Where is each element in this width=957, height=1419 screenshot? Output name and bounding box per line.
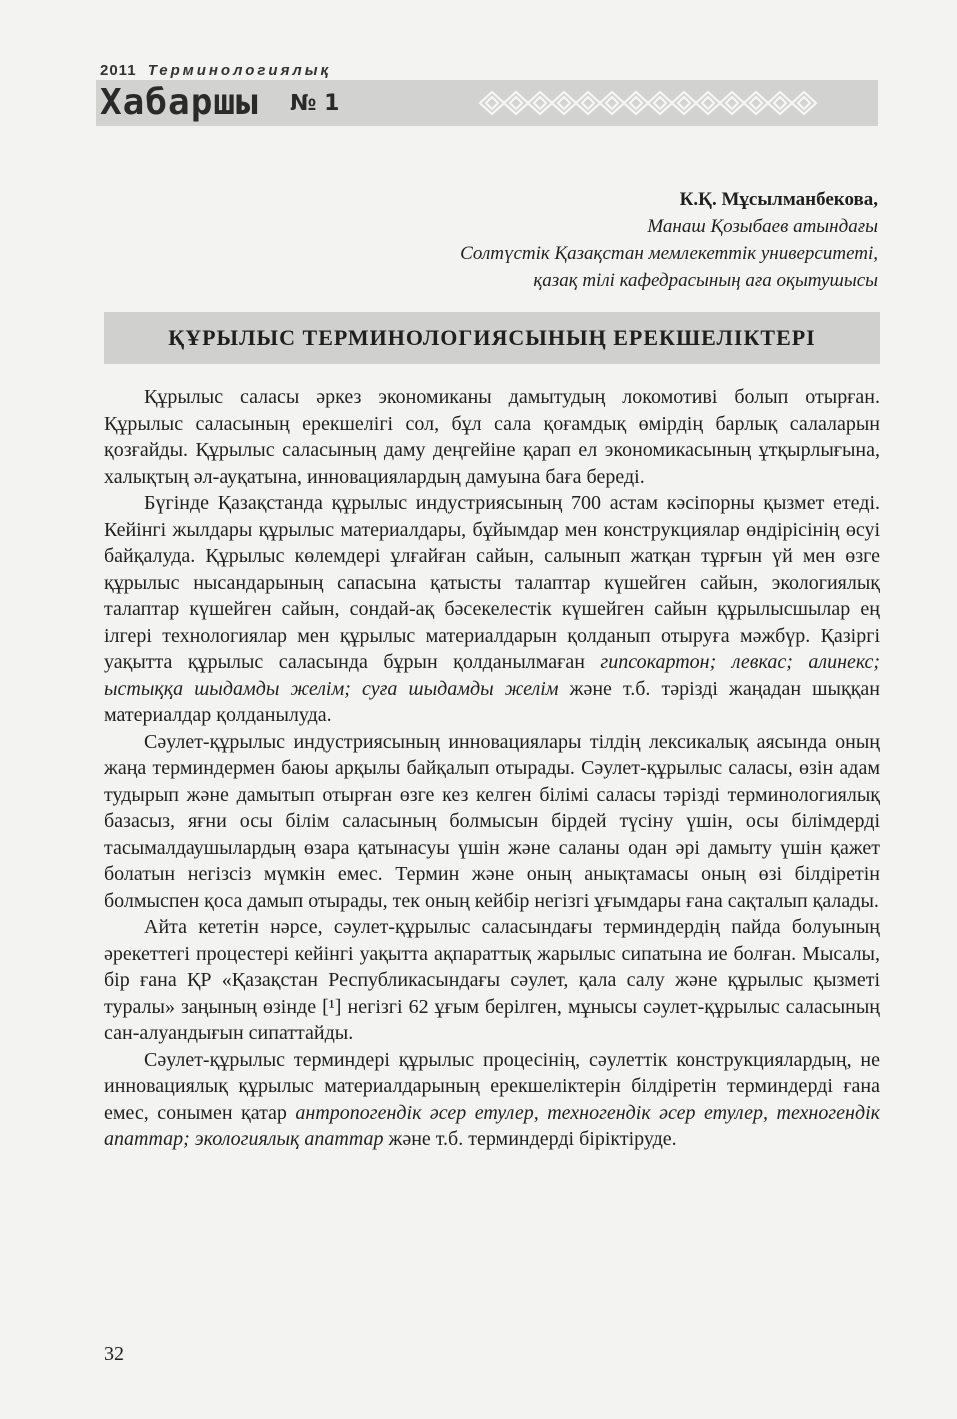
paragraph-5-text-b: және т.б. терминдерді біріктіруде. <box>383 1128 677 1150</box>
paragraph-2 <box>104 490 880 729</box>
paragraph-1: Құрылыс саласы әркез экономиканы дамытудың локомотиві болып отырған. Құрылыс саласының ерекшелігі сол, бұл сала қоғамдық өмірдің барлық салаларын қозғайды. Құрылыс саласының даму деңгейіне қарап ел экономикасының ұтқырлығына, халықтың әл-ауқатына, инновациялардың дамуына баға береді. <box>104 386 880 488</box>
page-number: 32 <box>104 1343 124 1365</box>
author-name: К.Қ. Мұсылманбекова, <box>679 189 878 210</box>
paragraph-2-text-b: және т.б. тәрізді жаңадан шыққан материалдар қолданылуда. <box>104 677 881 726</box>
paragraph-4: Айта кететін нәрсе, сәулет-құрылыс саласындағы терминдердің пайда болуының әрекеттегі процестері кейінгі уақытта ақпараттық жарылыс сипатына ие болған. Мысалы, бір ғана ҚР «Қазақстан Республикасындағы сәулет, қала салу және құрылыс қызметі туралы» заңының өзінде [¹] негізгі 62 ұғым берілген, мұнысы сәулет-құрылыс саласының сан-алуандығын сипаттайды. <box>104 916 880 1044</box>
header-journal-line: Терминологиялық <box>147 62 332 79</box>
header-year: 2011 <box>100 62 137 79</box>
author-block <box>460 186 878 294</box>
paragraph-3: Сәулет-құрылыс индустриясының инновациялары тілдің лексикалық аясында оның жаңа терминдермен баюы арқылы байқалып отырады. Сәулет-құрылыс саласы, өзін адам тудырып және дамытып отырған өзге кез келген білімі саласы тәрізді терминологиялық базасыз, яғни осы білім саласының болмысын бірдей түсіну үшін, осы білімдерді тасымалдаушылардың өзара қатынасуы үшін және саланы одан әрі дамыту үшін қажет болатын негізсіз мүмкін емес. Термин және оның анықтамасы оның өзі білдіретін болмыспен қоса дамып отырады, тек оның кейбір негізгі ұғымдары ғана сақталып қалады. <box>104 730 880 912</box>
header-year-line <box>100 62 331 79</box>
journal-title: Хабаршы <box>100 82 259 123</box>
paragraph-5-text-a: Сәулет-құрылыс терминдері құрылыс процесінің, сәулеттік конструкциялардың, не инновациялық құрылыс материалдарының ерекшеліктерін білдіретін терминдерді ғана емес, сонымен қатар <box>104 1048 880 1124</box>
paragraph-2-italic-terms: гипсокартон; левкас; алинекс; ыстыққа шыдамды желім; суға шыдамды желім <box>104 651 881 700</box>
article-title: ҚҰРЫЛЫС ТЕРМИНОЛОГИЯСЫНЫҢ ЕРЕКШЕЛІКТЕРІ <box>168 325 816 350</box>
article-body <box>104 384 880 1153</box>
author-affiliation-2: Солтүстік Қазақстан мемлекеттік университеті, <box>460 243 878 264</box>
paragraph-5-italic-terms: антропогендік әсер етулер, техногендік әсер етулер, техногендік апаттар; экологиялық апаттар <box>104 1101 880 1150</box>
author-affiliation-3: қазақ тілі кафедрасының аға оқытушысы <box>533 270 878 291</box>
paragraph-2-text-a: Бүгінде Қазақстанда құрылыс индустриясының 700 астам кәсіпорны қызмет етеді. Кейінгі жылдары құрылыс материалдары, бұйымдар мен конструкциялар өндірісінің өсуі байқалуда. Құрылыс көлемдері ұлғайған сайын, салынып жатқан тұрғын үй мен өзге құрылыс нысандарының сапасына қатысты талаптар күшейген сайын, экологиялық талаптар күшейген сайын, сондай-ақ бәсекелестік күшейген сайын құрылысшылар ең ілгері технологиялар мен құрылыс материалдарын қолданып отыруға мәжбүр. Қазіргі уақытта құрылыс саласында бұрын қолданылмаған <box>104 492 880 673</box>
paragraph-5 <box>104 1047 880 1153</box>
author-affiliation-1: Манаш Қозыбаев атындағы <box>647 216 878 237</box>
issue-number: № 1 <box>290 91 340 116</box>
ornament-pattern <box>478 84 818 122</box>
